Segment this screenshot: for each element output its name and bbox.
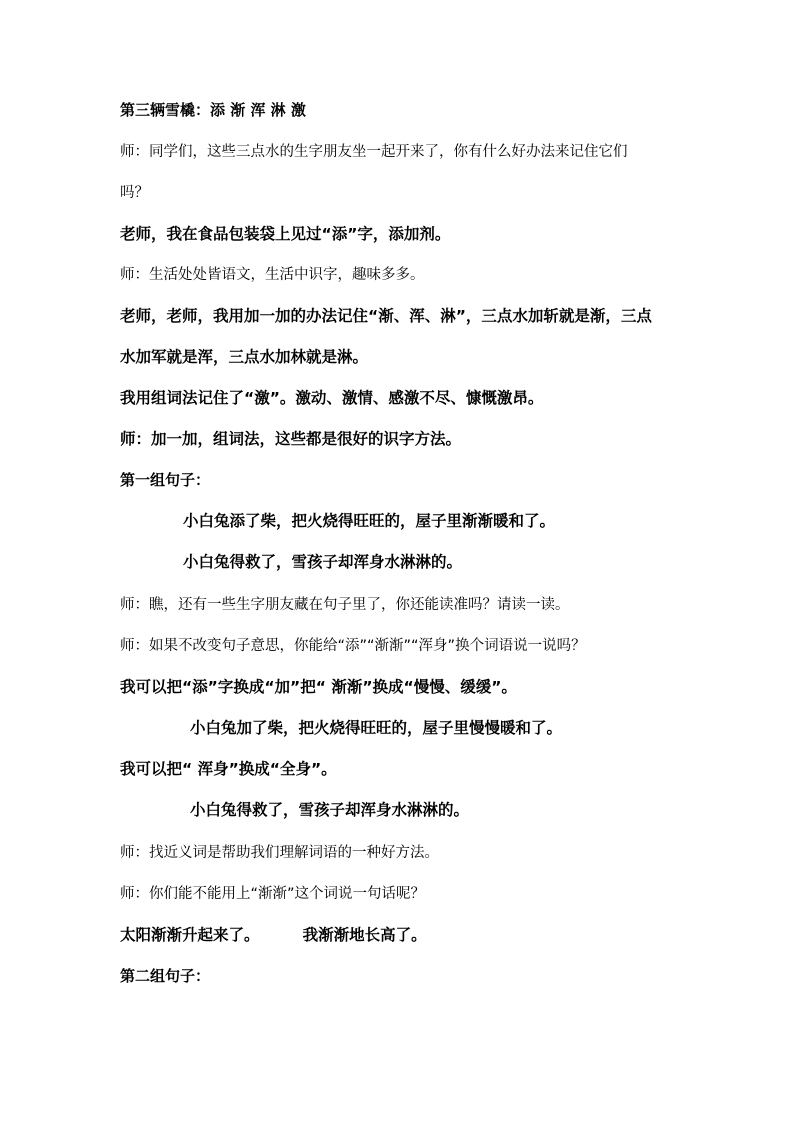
student-line-6: 太阳渐渐升起来了。 我渐渐地长高了。 — [120, 926, 427, 944]
student-line-4: 我可以把“添”字换成“加”把“ 渐渐”换成“慢慢、缓缓”。 — [120, 678, 517, 696]
sentence-3: 小白兔加了柴，把火烧得旺旺的，屋子里慢慢暖和了。 — [190, 719, 563, 737]
heading-second-group: 第二组句子： — [120, 967, 211, 985]
student-line-5: 我可以把“ 浑身”换成“全身”。 — [120, 760, 337, 778]
heading-first-group: 第一组句子： — [120, 471, 211, 489]
teacher-line-1a: 师：同学们，这些三点水的生字朋友坐一起开来了，你有什么好办法来记住它们 — [120, 144, 628, 160]
heading-third-sled: 第三辆雪橇：添 渐 浑 淋 激 — [120, 101, 306, 119]
student-line-2a: 老师，老师，我用加一加的办法记住“渐、浑、淋”，三点水加斩就是渐，三点 — [120, 307, 652, 325]
teacher-line-6: 师：找近义词是帮助我们理解词语的一种好方法。 — [120, 845, 439, 861]
sentence-1: 小白兔添了柴，把火烧得旺旺的，屋子里渐渐暖和了。 — [183, 512, 556, 530]
student-line-1: 老师，我在食品包装袋上见过“添”字，添加剂。 — [120, 225, 451, 243]
student-line-2b: 水加军就是浑，三点水加林就是淋。 — [120, 348, 369, 366]
sentence-2: 小白兔得救了，雪孩子却浑身水淋淋的。 — [183, 553, 463, 571]
teacher-line-1b: 吗？ — [120, 185, 149, 201]
sentence-4: 小白兔得救了，雪孩子却浑身水淋淋的。 — [190, 801, 470, 819]
teacher-line-4: 师：瞧，还有一些生字朋友藏在句子里了，你还能读准吗？请读一读。 — [120, 597, 570, 613]
teacher-line-2: 师：生活处处皆语文，生活中识字，趣味多多。 — [120, 267, 425, 283]
teacher-line-5: 师：如果不改变句子意思，你能给“添”“渐渐”“浑身”换个词语说一说吗？ — [120, 638, 586, 654]
student-line-3: 我用组词法记住了“激”。激动、激情、感激不尽、慷慨激昂。 — [120, 389, 544, 407]
teacher-line-3: 师：加一加，组词法，这些都是很好的识字方法。 — [120, 430, 462, 448]
teacher-line-7: 师：你们能不能用上“渐渐”这个词说一句话呢？ — [120, 886, 426, 902]
